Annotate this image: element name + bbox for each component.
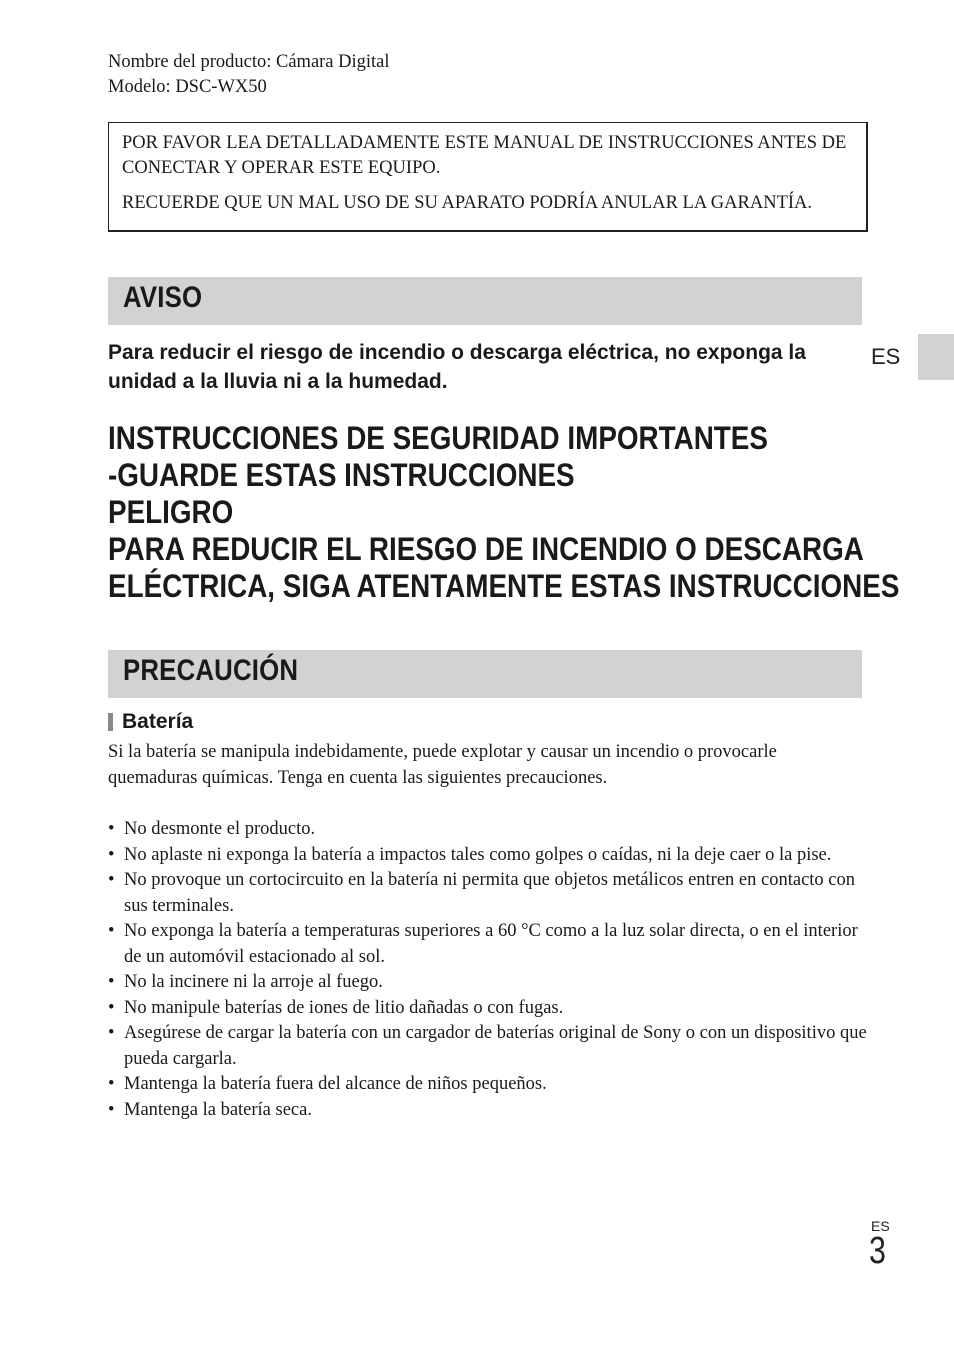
list-item: • Mantenga la batería seca. bbox=[108, 1098, 868, 1124]
notice-paragraph: RECUERDE QUE UN MAL USO DE SU APARATO PODRÍA ANULAR LA GARANTÍA. bbox=[122, 193, 813, 213]
notice-paragraph: POR FAVOR LEA DETALLADAMENTE ESTE MANUAL DE INSTRUCCIONES ANTES DE CONECTAR Y OPERAR ESTE EQUIPO. bbox=[122, 133, 847, 178]
precaucion-title: PRECAUCIÓN bbox=[123, 654, 299, 687]
footer-language: ES bbox=[871, 1218, 890, 1234]
safety-heading-line: PELIGRO bbox=[108, 494, 234, 530]
product-model-line: Modelo: DSC-WX50 bbox=[108, 77, 267, 97]
safety-heading-line: INSTRUCCIONES DE SEGURIDAD IMPORTANTES bbox=[108, 420, 768, 456]
aviso-warning-text: Para reducir el riesgo de incendio o descarga eléctrica, no exponga la unidad a la lluvia ni a la humedad. bbox=[108, 341, 806, 393]
language-tab bbox=[918, 334, 954, 380]
list-item: • No desmonte el producto. bbox=[108, 817, 868, 843]
page-number: 3 bbox=[869, 1230, 886, 1272]
product-info bbox=[108, 50, 390, 100]
aviso-title: AVISO bbox=[123, 281, 203, 314]
list-item: • No provoque un cortocircuito en la batería ni permita que objetos metálicos entren en contacto con sus terminales. bbox=[108, 868, 868, 919]
product-name-line: Nombre del producto: Cámara Digital bbox=[108, 52, 390, 72]
language-tab-label: ES bbox=[871, 344, 901, 369]
notice-box bbox=[108, 122, 868, 232]
safety-heading-line: PARA REDUCIR EL RIESGO DE INCENDIO O DESCARGA bbox=[108, 531, 864, 567]
list-item: • No exponga la batería a temperaturas superiores a 60 °C como a la luz solar directa, o en el interior de un automóvil estacionado al sol. bbox=[108, 919, 868, 970]
aviso-section-header bbox=[108, 277, 862, 325]
bateria-intro-paragraph: Si la batería se manipula indebidamente, puede explotar y causar un incendio o provocarle quemaduras químicas. Tenga en cuenta las siguientes precauciones. bbox=[108, 742, 777, 788]
safety-heading-line: -GUARDE ESTAS INSTRUCCIONES bbox=[108, 457, 575, 493]
precaution-list bbox=[108, 817, 868, 1123]
precaucion-section-header bbox=[108, 650, 862, 698]
list-item: • No manipule baterías de iones de litio dañadas o con fugas. bbox=[108, 996, 868, 1022]
safety-instructions-heading bbox=[108, 420, 943, 605]
list-item: • No la incinere ni la arroje al fuego. bbox=[108, 970, 868, 996]
subheading-marker-icon bbox=[108, 713, 113, 731]
safety-heading-line: ELÉCTRICA, SIGA ATENTAMENTE ESTAS INSTRUCCIONES bbox=[108, 568, 900, 604]
bateria-subheading bbox=[108, 710, 193, 734]
list-item: • Asegúrese de cargar la batería con un cargador de baterías original de Sony o con un dispositivo que pueda cargarla. bbox=[108, 1021, 868, 1072]
list-item: • Mantenga la batería fuera del alcance de niños pequeños. bbox=[108, 1072, 868, 1098]
list-item: • No aplaste ni exponga la batería a impactos tales como golpes o caídas, ni la deje caer o la pise. bbox=[108, 843, 868, 869]
bateria-title: Batería bbox=[122, 710, 194, 733]
